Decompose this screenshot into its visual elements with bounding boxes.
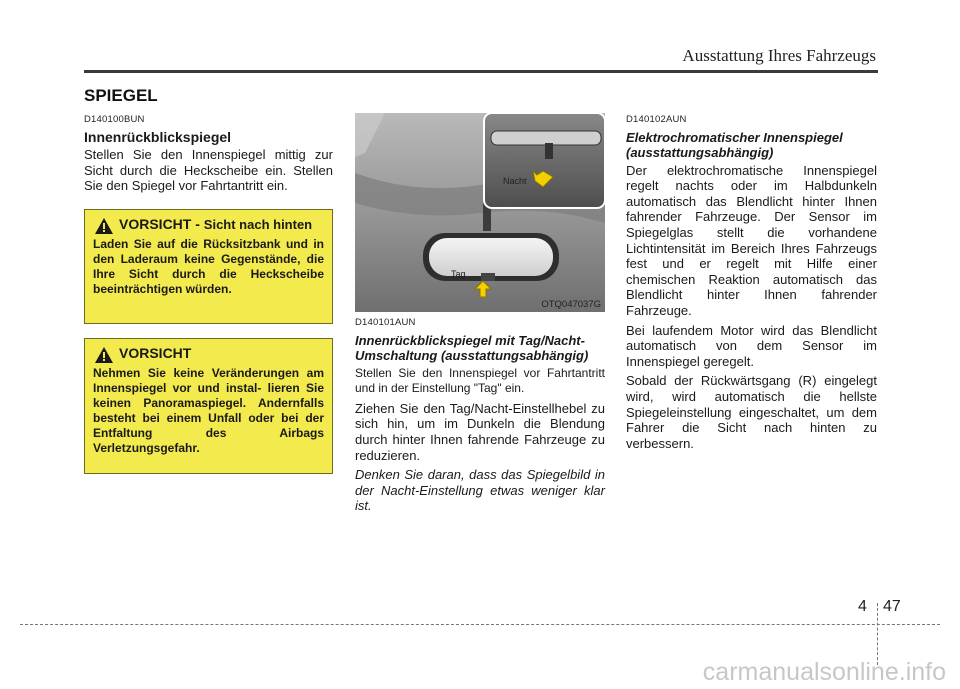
section-code: D140101AUN	[355, 317, 416, 328]
page-number: 47	[883, 598, 901, 615]
body-paragraph: Bei laufendem Motor wird das Blendlicht automatisch von dem Sensor im Innenspiegel geregelt.	[626, 322, 877, 369]
watermark: carmanualsonline.info	[702, 658, 946, 686]
footer-divider	[877, 603, 878, 665]
footer-rule	[20, 624, 940, 625]
caution-title: VORSICHT	[119, 345, 192, 361]
body-paragraph: Der elektrochromatische Innenspiegel regelt nachts oder im Halbdunkeln automatisch das Blendlicht hinter Ihnen fahrender Fahrzeuge. Der Sensor im Spiegelglas stellt die vorhandene Lichtintensität im Bereich Ihres Fahrzeugs fest und er regelt mit Hilfe einer chemischen Reaktion automatisch das Blendlicht hinter Ihnen fahrender Fahrzeuge.	[626, 162, 877, 318]
label-tag: Tag	[451, 269, 466, 279]
caution-box-mirror	[84, 338, 333, 474]
label-nacht: Nacht	[503, 176, 527, 186]
header-title: Ausstattung Ihres Fahrzeugs	[682, 46, 876, 65]
column-left	[84, 112, 333, 198]
heading-elektrochromatisch: Elektrochromatischer Innenspiegel (ausstattungsabhängig)	[626, 129, 843, 160]
section-title: SPIEGEL	[84, 86, 158, 105]
mirror-illustration	[355, 113, 605, 312]
caution-header	[93, 345, 324, 363]
caution-body: Nehmen Sie keine Veränderungen am Innenspiegel vor und instal- lieren Sie keinen Panoramaspiegel. Andernfalls besteht bei einem Unfall oder bei der Entfaltung des Airbags Verletzungsgefahr.	[93, 366, 324, 455]
body-paragraph: Stellen Sie den Innenspiegel vor Fahrtantritt und in der Einstellung "Tag" ein.	[355, 365, 605, 396]
column-middle	[355, 315, 605, 518]
page-chapter: 4	[858, 598, 867, 615]
caution-title-sub: Sicht nach hinten	[203, 217, 313, 232]
caution-box-view	[84, 209, 333, 324]
section-code: D140102AUN	[626, 114, 687, 125]
column-right	[626, 112, 877, 455]
section-code: D140100BUN	[84, 114, 145, 125]
caution-title	[119, 216, 312, 233]
caution-header	[93, 216, 324, 234]
heading-tag-nacht: Innenrückblickspiegel mit Tag/Nacht-Umschaltung (ausstattungsabhängig)	[355, 332, 589, 363]
caution-body: Laden Sie auf die Rücksitzbank und in den Laderaum keine Gegenstände, die Ihre Sicht durch die Heckscheibe beeinträchtigen würden.	[93, 237, 324, 296]
heading-innenrueckblickspiegel: Innenrückblickspiegel	[84, 128, 232, 145]
caution-title-main: VORSICHT -	[119, 216, 200, 232]
figure-code: OTQ047037G	[541, 299, 601, 310]
warning-triangle-icon	[95, 347, 113, 363]
header-rule	[84, 70, 878, 73]
body-paragraph: Stellen Sie den Innenspiegel mittig zur Sicht durch die Heckscheibe ein. Stellen Sie den Spiegel vor Fahrtantritt ein.	[84, 147, 333, 194]
note-paragraph: Denken Sie daran, dass das Spiegelbild in der Nacht-Einstellung etwas weniger klar ist.	[355, 467, 605, 514]
warning-triangle-icon	[95, 218, 113, 234]
body-paragraph: Ziehen Sie den Tag/Nacht-Einstellhebel zu sich hin, um im Dunkeln die Blendung durch hinter Ihnen fahrende Fahrzeuge zu reduzieren.	[355, 400, 605, 463]
body-paragraph: Sobald der Rückwärtsgang (R) eingelegt wird, wird automatisch die hellste Spiegeleinstellung eingeschaltet, um dem Fahrer die Sicht nach hinten zu verbessern.	[626, 373, 877, 451]
mirror-photo	[355, 113, 605, 312]
